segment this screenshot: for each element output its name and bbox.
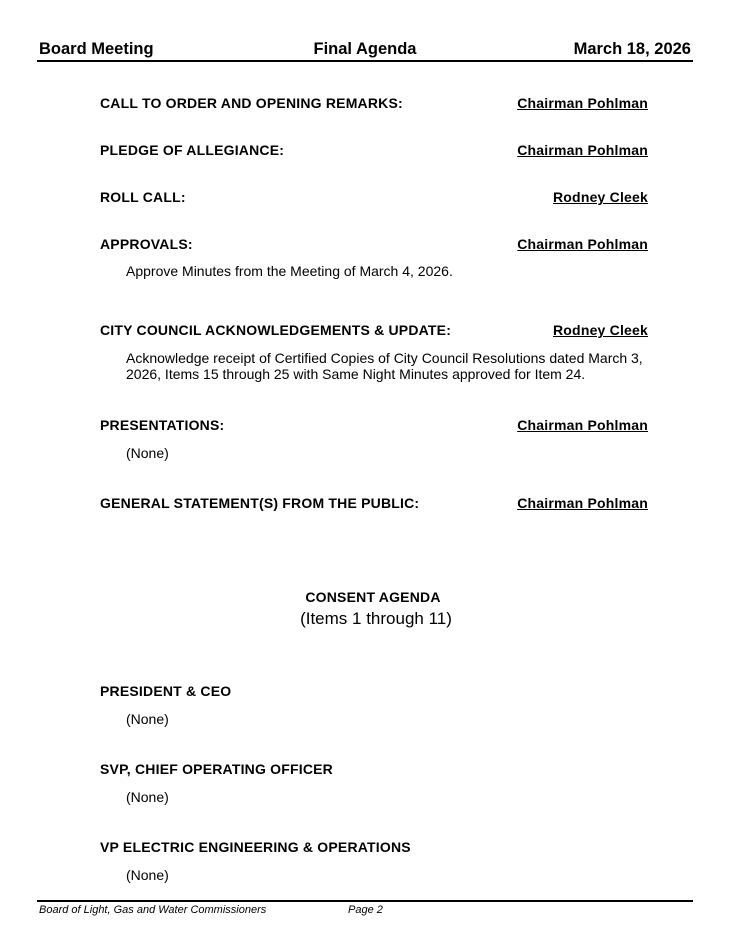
footer-divider (37, 900, 693, 902)
consent-agenda-subtitle: (Items 1 through 11) (300, 609, 452, 628)
header-meeting-type: Board Meeting (39, 40, 154, 58)
agenda-item-presenter: Chairman Pohlman (517, 236, 648, 252)
section-label: PRESIDENT & CEO (100, 683, 232, 699)
agenda-item-detail: (None) (126, 445, 169, 461)
agenda-item-presenter: Chairman Pohlman (517, 95, 648, 111)
agenda-item-presenter: Chairman Pohlman (517, 142, 648, 158)
agenda-item-detail: Approve Minutes from the Meeting of March 4, 2026. (126, 263, 453, 279)
agenda-item-presenter: Chairman Pohlman (517, 417, 648, 433)
section-detail: (None) (126, 867, 169, 883)
agenda-item-label: APPROVALS: (100, 236, 193, 252)
agenda-item-label: CALL TO ORDER AND OPENING REMARKS: (100, 95, 403, 111)
header-date: March 18, 2026 (573, 40, 691, 58)
page-header (37, 38, 693, 62)
agenda-item-presenter: Chairman Pohlman (517, 495, 648, 511)
section-label: SVP, CHIEF OPERATING OFFICER (100, 761, 333, 777)
footer-page-number: Page 2 (348, 904, 383, 916)
footer-organization: Board of Light, Gas and Water Commissioners (39, 904, 267, 916)
agenda-item-label: PRESENTATIONS: (100, 417, 225, 433)
agenda-item-presenter: Rodney Cleek (553, 189, 648, 205)
section-detail: (None) (126, 711, 169, 727)
consent-agenda-title: CONSENT AGENDA (305, 589, 441, 605)
agenda-item-label: ROLL CALL: (100, 189, 186, 205)
agenda-item-presenter: Rodney Cleek (553, 322, 648, 338)
agenda-item-label: GENERAL STATEMENT(S) FROM THE PUBLIC: (100, 495, 420, 511)
section-label: VP ELECTRIC ENGINEERING & OPERATIONS (100, 839, 411, 855)
header-agenda-type: Final Agenda (313, 40, 417, 58)
section-detail: (None) (126, 789, 169, 805)
agenda-item-label: CITY COUNCIL ACKNOWLEDGEMENTS & UPDATE: (100, 322, 452, 338)
agenda-item-label: PLEDGE OF ALLEGIANCE: (100, 142, 285, 158)
agenda-item-detail: Acknowledge receipt of Certified Copies of City Council Resolutions dated March 3, 2026, Items 15 through 25 with Same Night Minutes approved for Item 24. (126, 350, 643, 382)
